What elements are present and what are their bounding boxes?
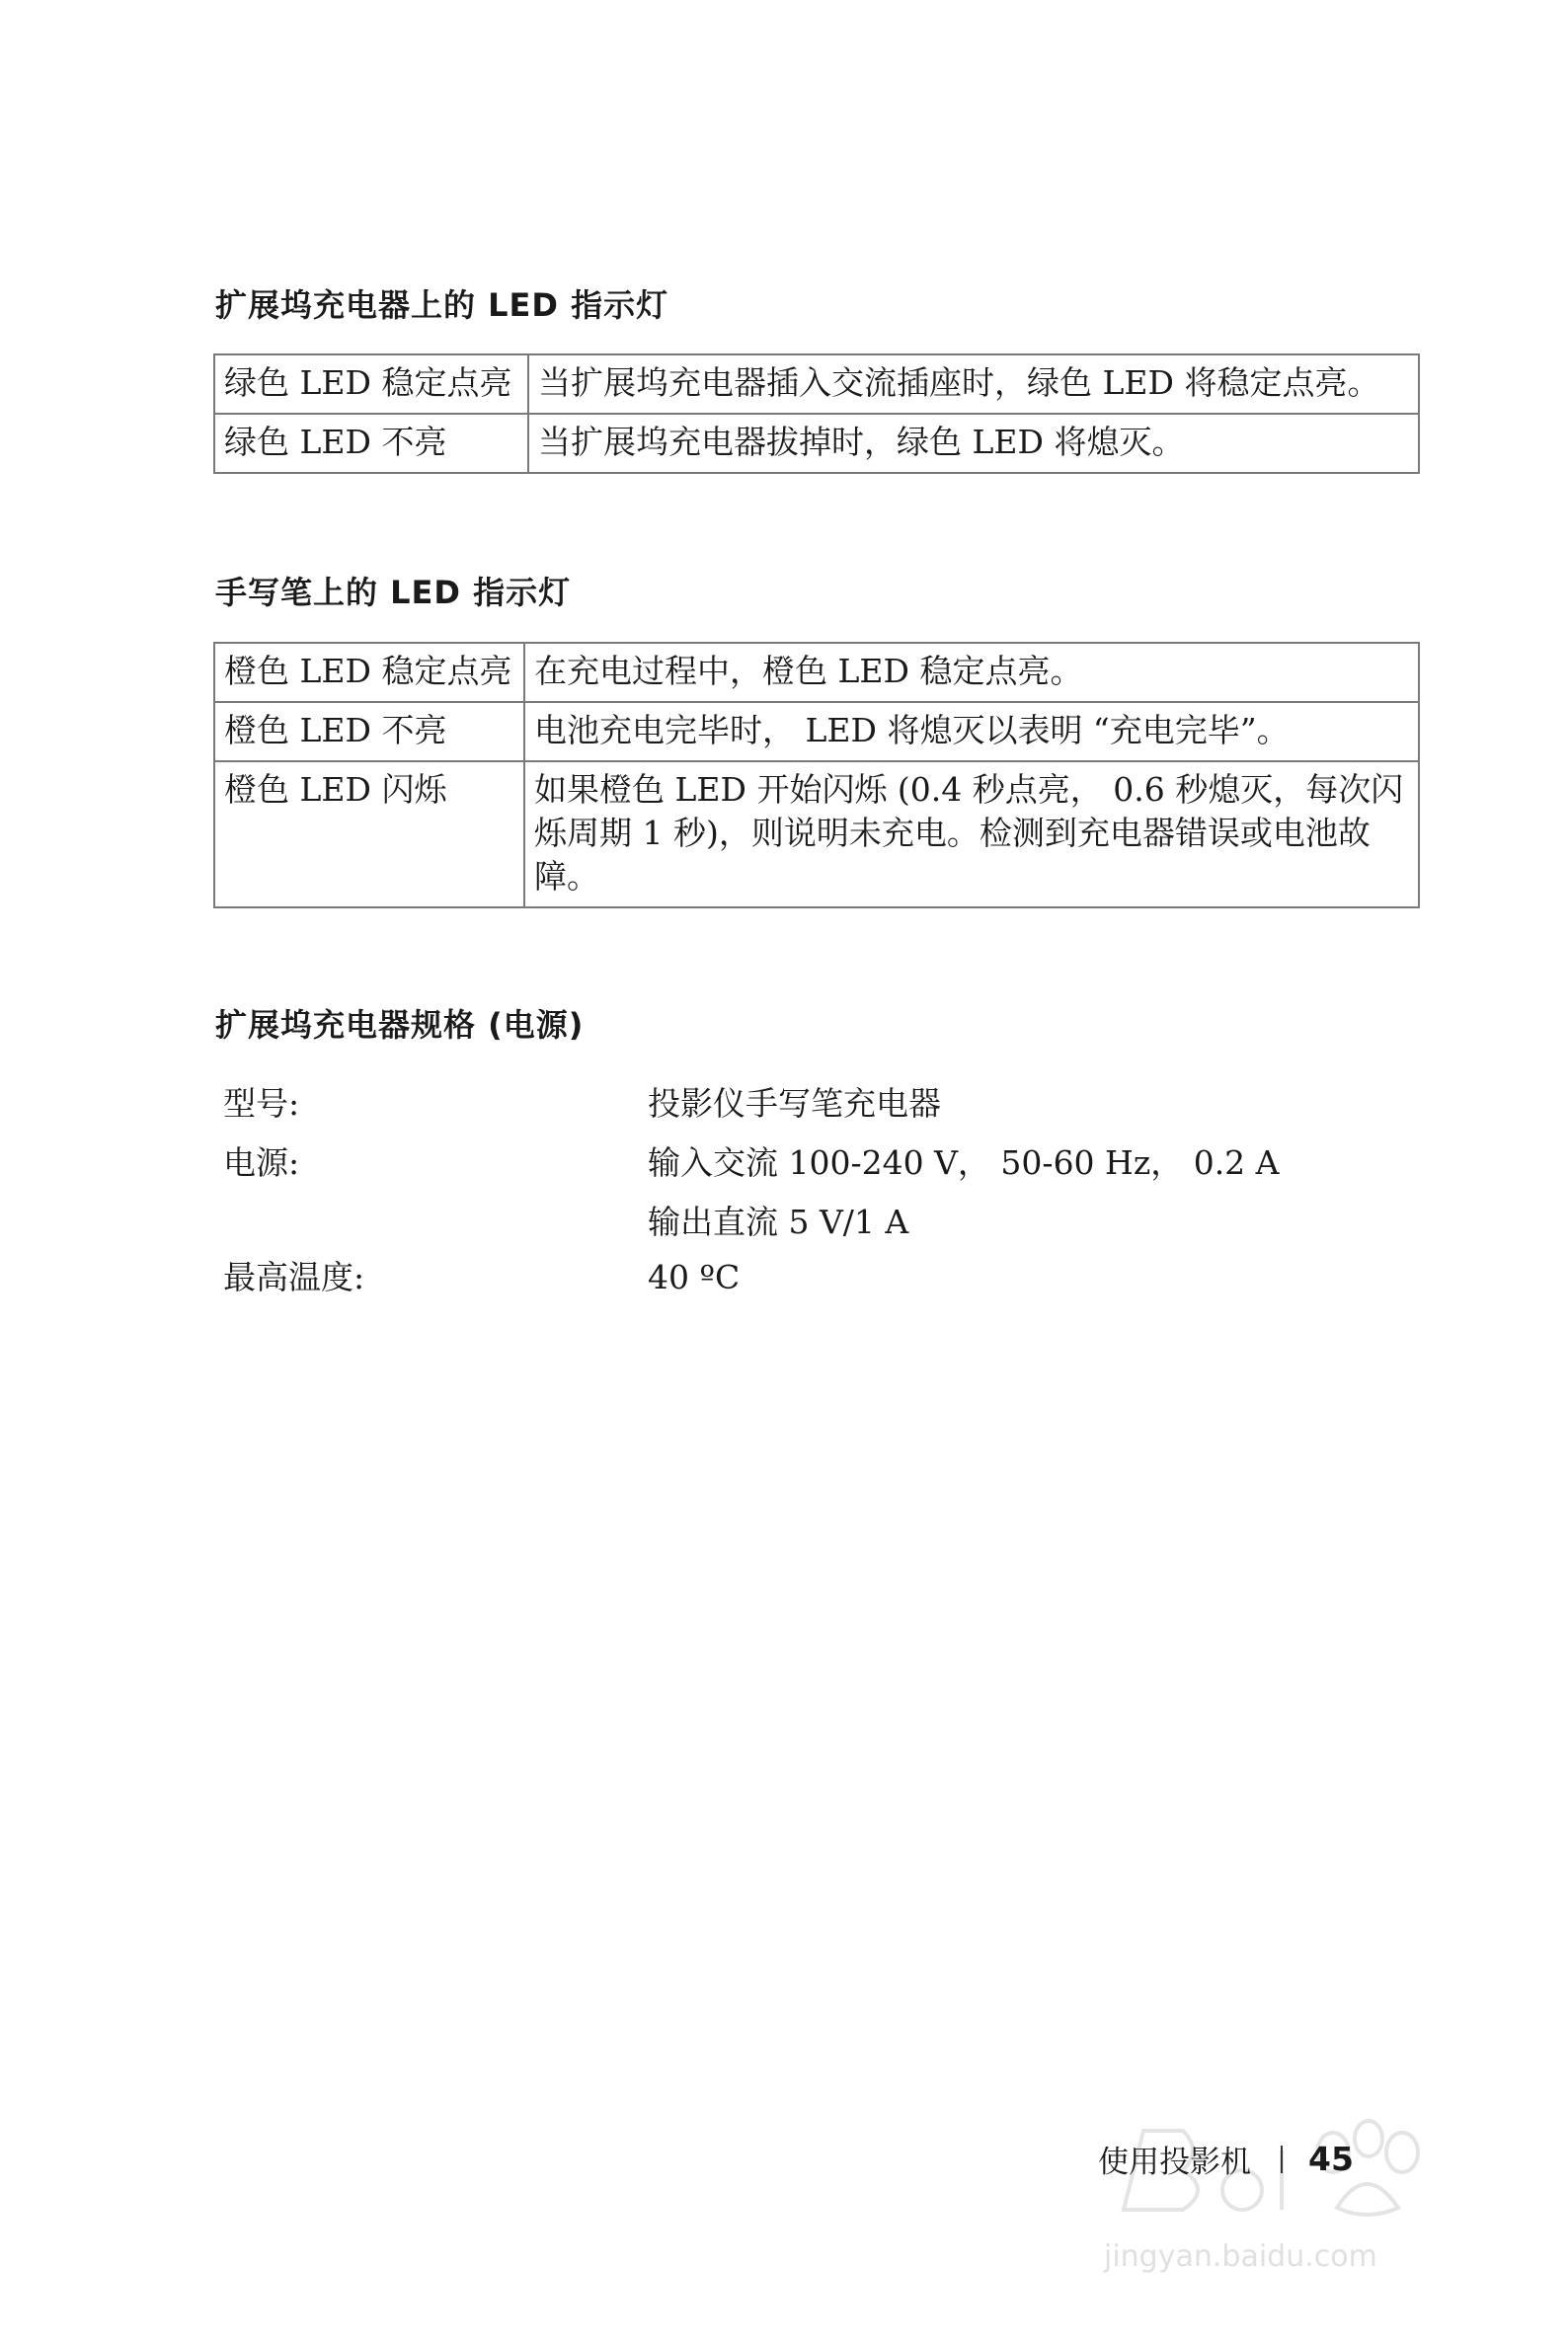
footer-divider: [1281, 2146, 1283, 2173]
watermark-site: jingyan.baidu.com: [1104, 2239, 1377, 2274]
model-label: 型号:: [223, 1084, 300, 1123]
led-desc-cell: 在充电过程中，橙色 LED 稳定点亮。: [524, 643, 1419, 702]
max-temp-value: 40 ºC: [648, 1258, 741, 1296]
led-state-cell: 绿色 LED 不亮: [214, 414, 528, 473]
led-desc-cell: 如果橙色 LED 开始闪烁 (0.4 秒点亮， 0.6 秒熄灭，每次闪烁周期 1 秒)，则说明未充电。检测到充电器错误或电池故障。: [524, 761, 1419, 907]
led-state-cell: 橙色 LED 闪烁: [214, 761, 524, 907]
table-row: [214, 702, 1419, 761]
power-output-value: 输出直流 5 V/1 A: [648, 1203, 909, 1241]
power-label: 电源:: [223, 1143, 300, 1182]
page-number: 45: [1308, 2140, 1354, 2178]
baidu-watermark: [1104, 2091, 1459, 2289]
led-desc-cell: 当扩展坞充电器插入交流插座时，绿色 LED 将稳定点亮。: [528, 354, 1419, 414]
table-row: [214, 761, 1419, 907]
footer-section-title: 使用投影机: [1098, 2145, 1251, 2180]
model-value: 投影仪手写笔充电器: [648, 1084, 941, 1123]
power-input-value: 输入交流 100-240 V， 50-60 Hz， 0.2 A: [648, 1143, 1280, 1182]
dock-led-heading: 扩展坞充电器上的 LED 指示灯: [215, 286, 669, 324]
led-state-cell: 橙色 LED 稳定点亮: [214, 643, 524, 702]
led-desc-cell: 电池充电完毕时， LED 将熄灭以表明 “充电完毕”。: [524, 702, 1419, 761]
max-temp-label: 最高温度:: [223, 1258, 365, 1296]
pen-led-heading: 手写笔上的 LED 指示灯: [215, 574, 572, 611]
page-footer: [1098, 2137, 1354, 2181]
led-state-cell: 橙色 LED 不亮: [214, 702, 524, 761]
led-desc-cell: 当扩展坞充电器拔掉时，绿色 LED 将熄灭。: [528, 414, 1419, 473]
table-row: [214, 354, 1419, 414]
pen-led-table: [213, 642, 1420, 908]
table-row: [214, 643, 1419, 702]
specs-heading: 扩展坞充电器规格 (电源): [215, 1006, 585, 1044]
dock-led-table: [213, 353, 1420, 474]
table-row: [214, 414, 1419, 473]
led-state-cell: 绿色 LED 稳定点亮: [214, 354, 528, 414]
